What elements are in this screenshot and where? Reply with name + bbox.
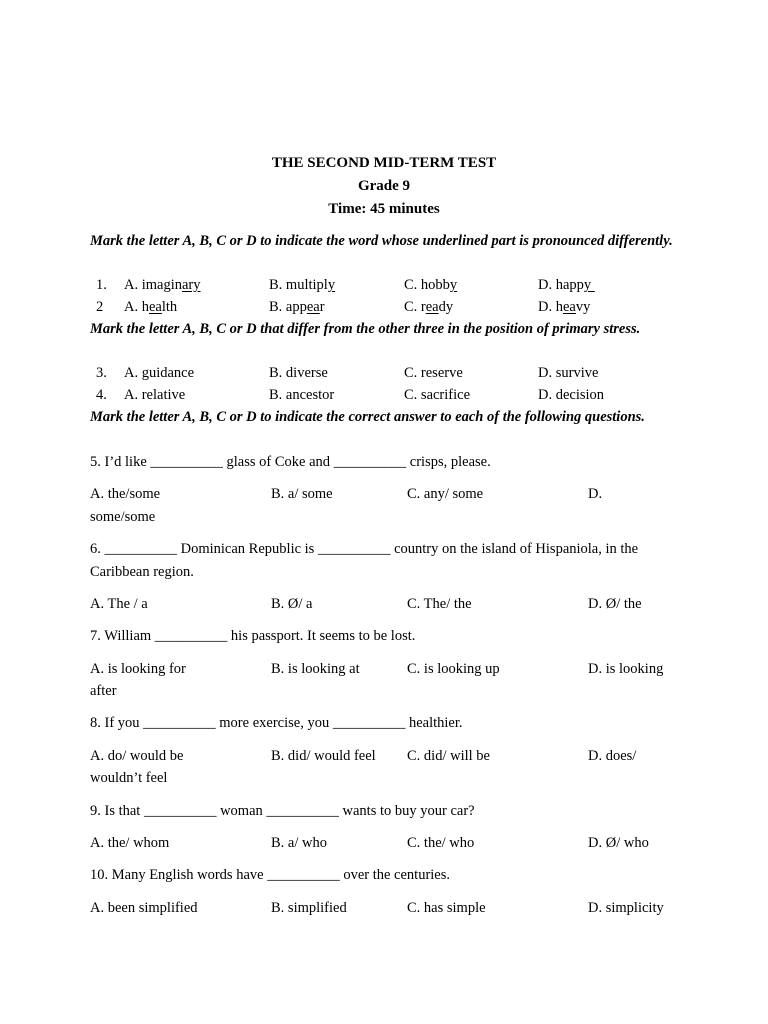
question-number: 3. — [96, 365, 107, 381]
option-a: A. imaginary — [124, 277, 201, 293]
option-c: C. did/ will be — [407, 748, 490, 764]
time-label: Time: 45 minutes — [328, 201, 440, 217]
option-c: C. is looking up — [407, 661, 500, 677]
option-d: D. does/ — [588, 748, 637, 764]
option-b: B. simplified — [271, 900, 347, 916]
option-c: C. has simple — [407, 900, 486, 916]
question-stem-10: 10. Many English words have __________ over the centuries. — [90, 867, 451, 883]
option-b: B. diverse — [269, 365, 328, 381]
question-stem-5: 5. I’d like __________ glass of Coke and __________ crisps, please. — [90, 454, 491, 470]
option-d: D. Ø/ who — [588, 835, 649, 851]
question-number: 4. — [96, 387, 107, 403]
question-row-2 — [0, 296, 768, 318]
question-number: 1. — [96, 277, 107, 293]
answer-continuation-7 — [0, 680, 768, 702]
option-b: B. appear — [269, 299, 325, 315]
answer-continuation-8 — [0, 767, 768, 789]
option-c: C. the/ who — [407, 835, 475, 851]
option-d-continuation: wouldn’t feel — [90, 770, 168, 786]
option-c: C. hobby — [404, 277, 458, 293]
question-number: 2 — [96, 299, 104, 315]
option-b: B. ancestor — [269, 387, 335, 403]
answer-continuation-5 — [0, 506, 768, 528]
option-d-continuation: after — [90, 683, 117, 699]
option-d: D. heavy — [538, 299, 591, 315]
question-row-1 — [0, 274, 768, 296]
question-stem-7: 7. William __________ his passport. It seems to be lost. — [90, 628, 416, 644]
section2-instruction: Mark the letter A, B, C or D that differ from the other three in the position of primary stress. — [90, 321, 641, 337]
question-row-4 — [0, 384, 768, 406]
option-a: A. health — [124, 299, 178, 315]
option-d-continuation: some/some — [90, 509, 156, 525]
answer-row-10 — [0, 897, 768, 919]
answer-row-6 — [0, 593, 768, 615]
option-d: D. Ø/ the — [588, 596, 642, 612]
test-header — [0, 152, 768, 221]
option-d: D. is looking — [588, 661, 664, 677]
option-d: D. simplicity — [588, 900, 664, 916]
option-c: C. sacrifice — [404, 387, 471, 403]
question-stem-6: 6. __________ Dominican Republic is __________ country on the island of Hispaniola, in the Caribbean region. — [90, 541, 639, 580]
answer-row-8 — [0, 745, 768, 767]
option-a: A. guidance — [124, 365, 195, 381]
option-b: B. did/ would feel — [271, 748, 376, 764]
question-stem-8: 8. If you __________ more exercise, you __________ healthier. — [90, 715, 463, 731]
test-title: THE SECOND MID-TERM TEST — [271, 155, 497, 171]
question-row-3 — [0, 362, 768, 384]
option-a: A. The / a — [90, 596, 148, 612]
option-d: D. happy — [538, 277, 595, 293]
option-b: B. a/ some — [271, 486, 333, 502]
question-stem-9: 9. Is that __________ woman __________ wants to buy your car? — [90, 803, 475, 819]
answer-row-7 — [0, 658, 768, 680]
option-c: C. ready — [404, 299, 454, 315]
option-a: A. is looking for — [90, 661, 186, 677]
option-a: A. been simplified — [90, 900, 198, 916]
answer-row-9 — [0, 832, 768, 854]
option-a: A. the/some — [90, 486, 161, 502]
option-d: D. decision — [538, 387, 605, 403]
option-a: A. relative — [124, 387, 186, 403]
section1-instruction: Mark the letter A, B, C or D to indicate the word whose underlined part is pronounced differently. — [90, 233, 673, 249]
option-b: B. is looking at — [271, 661, 360, 677]
answer-row-5 — [0, 483, 768, 505]
option-b: B. a/ who — [271, 835, 327, 851]
option-a: A. the/ whom — [90, 835, 170, 851]
option-b: B. Ø/ a — [271, 596, 313, 612]
option-a: A. do/ would be — [90, 748, 184, 764]
option-c: C. The/ the — [407, 596, 472, 612]
option-b: B. multiply — [269, 277, 336, 293]
option-c: C. any/ some — [407, 486, 484, 502]
grade-label: Grade 9 — [357, 178, 411, 194]
option-d: D. survive — [538, 365, 599, 381]
section3-instruction: Mark the letter A, B, C or D to indicate the correct answer to each of the following questions. — [90, 409, 645, 425]
option-d: D. — [588, 486, 603, 502]
option-c: C. reserve — [404, 365, 463, 381]
